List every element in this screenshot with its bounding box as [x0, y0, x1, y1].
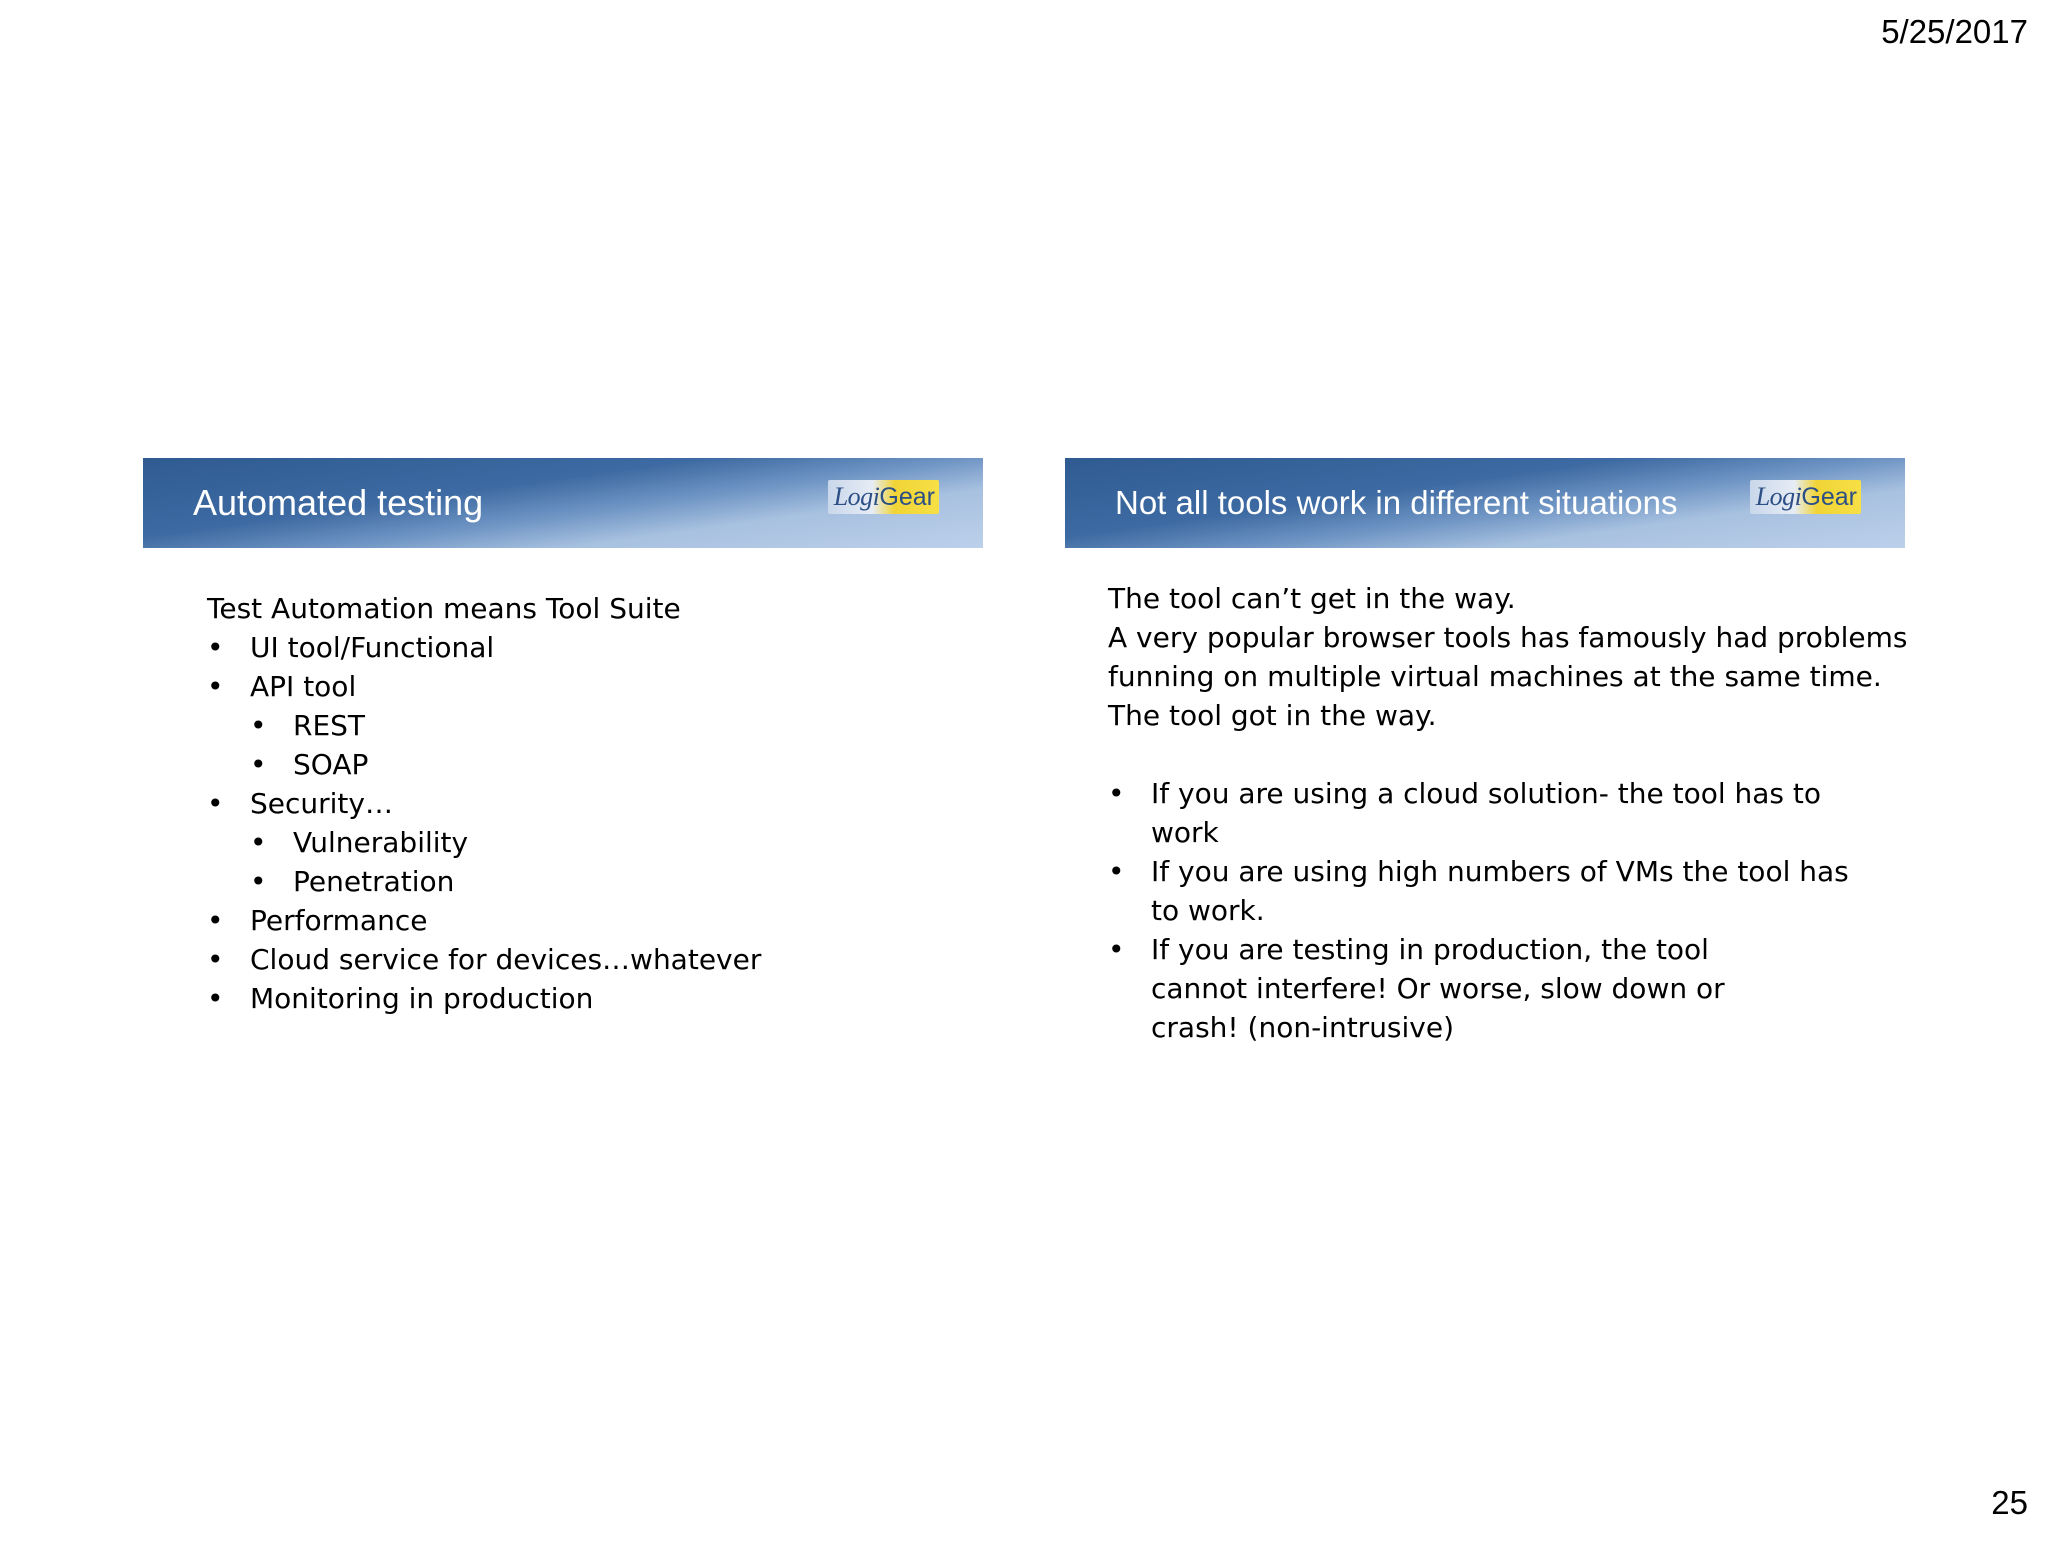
- list-item: [1108, 774, 1888, 852]
- page-number: 25: [1991, 1484, 2028, 1521]
- list-item-text: Performance: [250, 904, 428, 937]
- logo-text-logi: Logi: [833, 482, 880, 511]
- list-item-text: If you are using a cloud solution- the tool has to work: [1151, 777, 1822, 849]
- list-item: [207, 979, 1047, 1018]
- bullet-icon: •: [1108, 777, 1125, 810]
- page-date: 5/25/2017: [1881, 13, 2028, 50]
- spacer: [1108, 735, 1888, 774]
- logo-text-gear: Gear: [1801, 482, 1857, 511]
- list-item-text: Cloud service for devices…whatever: [250, 943, 762, 976]
- list-item-text: SOAP: [293, 748, 369, 781]
- slide-header: [1065, 458, 1905, 548]
- list-item-text: UI tool/Functional: [250, 631, 495, 664]
- bullet-icon: •: [207, 904, 224, 937]
- slide-title: Automated testing: [193, 482, 484, 523]
- bullet-icon: •: [1108, 855, 1125, 888]
- paragraph-line: A very popular browser tools has famously had problems: [1108, 621, 1908, 654]
- intro-text: Test Automation means Tool Suite: [207, 592, 681, 625]
- sub-list-item: [207, 745, 1047, 784]
- bullet-icon: •: [1108, 933, 1125, 966]
- list-item: [207, 940, 1047, 979]
- bullet-icon: •: [207, 670, 224, 703]
- list-item: [207, 628, 1047, 667]
- list-item-text: If you are using high numbers of VMs the tool has to work.: [1151, 855, 1849, 927]
- logo-text-gear: Gear: [879, 482, 935, 511]
- slide-title: Not all tools work in different situations: [1115, 484, 1678, 521]
- bullet-icon: •: [250, 865, 267, 898]
- list-item-text: Monitoring in production: [250, 982, 594, 1015]
- list-item-text: If you are testing in production, the tool cannot interfere! Or worse, slow down or crash! (non-intrusive): [1151, 933, 1725, 1044]
- list-item-text: API tool: [250, 670, 357, 703]
- bullet-icon: •: [250, 709, 267, 742]
- bullet-icon: •: [250, 826, 267, 859]
- slide-body: [1108, 579, 1908, 1047]
- sub-list-item: [207, 823, 1047, 862]
- sub-list-item: [207, 862, 1047, 901]
- bullet-icon: •: [207, 943, 224, 976]
- list-item-text: Vulnerability: [293, 826, 469, 859]
- sub-list-item: [207, 706, 1047, 745]
- slide-body: [207, 589, 1047, 1018]
- bullet-icon: •: [207, 631, 224, 664]
- bullet-icon: •: [207, 787, 224, 820]
- list-item: [1108, 852, 1888, 930]
- list-item-text: Penetration: [293, 865, 455, 898]
- list-item: [207, 667, 1047, 706]
- list-item: [207, 784, 1047, 823]
- bullet-icon: •: [250, 748, 267, 781]
- list-item: [1108, 930, 1888, 1047]
- list-item-text: Security…: [250, 787, 393, 820]
- bullet-icon: •: [207, 982, 224, 1015]
- paragraph-line: funning on multiple virtual machines at the same time.: [1108, 660, 1882, 693]
- paragraph-line: The tool got in the way.: [1108, 699, 1437, 732]
- list-item-text: REST: [293, 709, 366, 742]
- logo-text-logi: Logi: [1755, 482, 1802, 511]
- slide-header: [143, 458, 983, 548]
- paragraph-line: The tool can’t get in the way.: [1108, 582, 1516, 615]
- list-item: [207, 901, 1047, 940]
- slide-tools-situations: [1065, 458, 1908, 1044]
- slide-automated-testing: [143, 458, 983, 1018]
- logigear-logo: [828, 480, 939, 514]
- logigear-logo: [1750, 480, 1861, 514]
